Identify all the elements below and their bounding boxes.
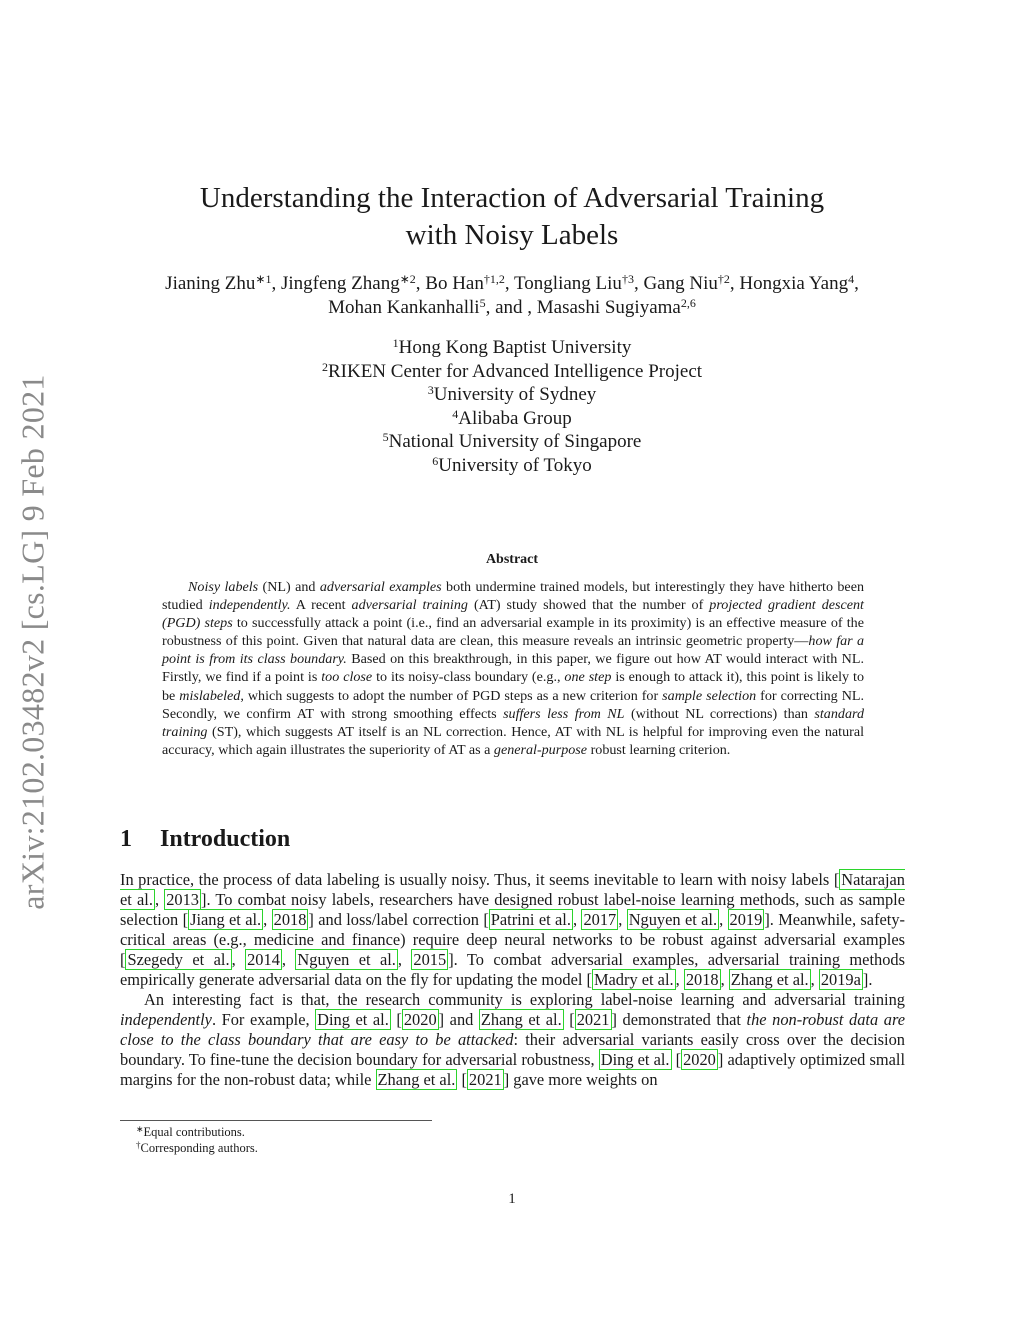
text-run: In practice, the process of data labeling is usually noisy. Thus, it seems inevitable to learn with noisy labels [ (120, 870, 840, 889)
affiliation-name: Alibaba Group (458, 407, 572, 429)
section-heading (120, 826, 290, 853)
emphasis: independently (120, 1010, 212, 1029)
text-run: [ (563, 1010, 575, 1029)
affiliation-number: 2 (321, 359, 328, 374)
section-number: 1 (120, 826, 132, 852)
citation-link[interactable]: 2017 (583, 910, 617, 929)
emphasis: mislabeled (179, 687, 241, 704)
text-run: ]. (862, 970, 873, 989)
citation-link[interactable]: 2014 (247, 950, 280, 969)
title-line-1: Understanding the Interaction of Adversarial Training (199, 182, 825, 214)
affiliation-number: 1 (392, 336, 399, 350)
footnotes (136, 1124, 258, 1156)
text-run: ]. To combat adversarial examples, adversarial training methods empirically generate adversarial data on the fly for updating the model [ (120, 950, 905, 989)
emphasis: projected gradient descent (PGD) steps (162, 597, 864, 632)
footnote (136, 1140, 258, 1156)
footnote-rule (120, 1120, 432, 1121)
affiliation-name: Hong Kong Baptist University (398, 337, 632, 358)
text-run: , (397, 950, 412, 969)
author-name: Jingfeng Zhang (280, 273, 400, 294)
author-name: Bo Han (425, 273, 484, 294)
text-run: , (618, 910, 627, 929)
affiliation-name: RIKEN Center for Advanced Intelligence Project (327, 360, 703, 382)
affiliation-number: 4 (452, 406, 459, 421)
emphasis: adversarial examples (319, 579, 442, 595)
author-affiliation-mark: ∗1 (255, 272, 272, 286)
text-run: , (810, 970, 819, 989)
emphasis: independently. (208, 597, 291, 614)
emphasis: the non-robust data are close to the class boundary that are easy to be attacked (120, 1010, 905, 1049)
citation-link[interactable]: 2018 (685, 970, 719, 989)
text-run: (AT) study showed that the number of (467, 597, 710, 614)
affiliation-item (200, 360, 824, 384)
text-run: , (231, 950, 246, 969)
author-name: Jianing Zhu (165, 273, 256, 294)
emphasis: sample selection (662, 687, 757, 704)
affiliation-item (200, 336, 824, 360)
citation-link[interactable]: 2021 (468, 1070, 502, 1089)
text-run: (ST), which suggests AT itself is an NL correction. Hence, AT with NL is helpful for improving even the natural accuracy, which again illustrates the superiority of AT as a (162, 723, 864, 758)
citation-link[interactable]: 2015 (413, 950, 447, 969)
section-title: Introduction (160, 826, 291, 852)
text-run: ]. To combat noisy labels, researchers have designed robust label-noise learning methods, such as sample selection [ (120, 890, 905, 929)
emphasis: adversarial training (351, 597, 468, 614)
text-run: , (720, 970, 729, 989)
abstract-heading: Abstract (485, 552, 539, 567)
emphasis: Noisy labels (188, 579, 259, 595)
text-run: [ (457, 1070, 467, 1089)
author-name: Hongxia Yang (739, 273, 849, 294)
text-run: ] gave more weights on (503, 1070, 658, 1089)
text-run: ] and (438, 1010, 479, 1029)
affiliation-item (200, 454, 824, 478)
text-run: Based on this breakthrough, in this paper, we figure out how AT would interact with NL. Firstly, we find if a point is (162, 651, 864, 686)
affiliation-number: 5 (382, 430, 389, 444)
citation-link[interactable]: Ding et al. (317, 1010, 389, 1029)
paragraph (120, 870, 905, 990)
footnote-mark: ∗ (136, 1124, 144, 1134)
text-run: to its noisy-class boundary (e.g., (372, 669, 565, 686)
footnote-text: Corresponding authors. (140, 1141, 258, 1155)
text-run: , (281, 950, 296, 969)
text-run: ] demonstrated that (611, 1010, 747, 1029)
text-run: (NL) and (258, 579, 320, 595)
author-name: Gang Niu (643, 273, 718, 294)
citation-link[interactable]: 2020 (683, 1050, 716, 1069)
emphasis: too close (321, 669, 373, 686)
citation-link[interactable]: 2020 (403, 1010, 437, 1029)
paper-title (150, 180, 874, 254)
footnote-text: Equal contributions. (143, 1125, 245, 1139)
affiliation-number: 3 (427, 383, 434, 397)
text-run: , (719, 910, 728, 929)
text-run: robust learning criterion. (587, 741, 731, 758)
author-conjunction: and (495, 297, 523, 318)
text-run: is enough to attack it), this point is likely to be (162, 669, 864, 704)
text-run: for correcting NL. Secondly, we confirm AT with strong smoothing effects (162, 687, 865, 722)
text-run: both undermine trained models, but interestingly they have hitherto been studied (162, 579, 864, 614)
emphasis: standard training (162, 705, 865, 740)
text-run: An interesting fact is that, the research community is exploring label-noise learning and adversarial training (144, 990, 905, 1009)
text-run: ]. Meanwhile, safety-critical areas (e.g., medicine and finance) require deep neural networks to be robust against adversarial examples [ (120, 910, 906, 969)
citation-link[interactable]: Natarajan et al. (120, 870, 905, 909)
text-run: , (572, 910, 582, 929)
author-name: Masashi Sugiyama (536, 297, 681, 318)
paragraph (120, 990, 905, 1090)
citation-link[interactable]: 2018 (273, 910, 307, 929)
author-affiliation-mark: †2 (717, 272, 730, 286)
text-run: : their adversarial variants easily cross over the decision boundary. To fine-tune the decision boundary for adversarial robustness, (120, 1030, 905, 1069)
affiliation-item (200, 383, 824, 407)
emphasis: one step (564, 669, 612, 686)
author-list: Jianing Zhu$^{∗1}$, Jingfeng Zhang$^{∗2}$, Bo Han$^{\dagger 1,2}$, Tongliang Liu$^{\dagger 3}$, Gang Niu$^{\dagger 2}$, Hongxia Yang$^4$, Mohan Kankanhalli$^5$, and , Masashi Sugiyama$^{2,6}$ (165, 272, 859, 318)
arxiv-sidebar (9, 352, 57, 932)
author-affiliation-mark: ∗2 (399, 272, 416, 286)
affiliation-list (200, 336, 824, 477)
citation-link[interactable]: Nguyen et al. (628, 910, 718, 929)
author-affiliation-mark: †1,2 (483, 272, 505, 286)
citation-link[interactable]: Madry et al. (593, 970, 674, 989)
affiliation-name: University of Tokyo (438, 454, 592, 476)
citation-link[interactable]: Ding et al. (600, 1050, 670, 1069)
text-run: to successfully attack a point (i.e., find an adversarial example in its proximity) is an effective measure of the robustness of this point. Given that natural data are clean, this measure reveals an intrinsic geometric property— (162, 615, 864, 650)
emphasis: suffers less from NL (503, 705, 625, 722)
arxiv-id-label: arXiv:2102.03482v2 [cs.LG] 9 Feb 2021 (14, 374, 51, 910)
footnote-mark: † (136, 1140, 141, 1150)
text-run: ] adaptively optimized small margins for the non-robust data; while (120, 1050, 905, 1089)
affiliation-item (200, 430, 824, 454)
author-affiliation-mark: †3 (621, 272, 634, 286)
text-run: , (154, 890, 165, 909)
text-run: . For example, (211, 1010, 316, 1029)
introduction-body (120, 870, 905, 1090)
author-affiliation-mark: 4 (848, 272, 855, 286)
text-run: [ (390, 1010, 402, 1029)
text-run: , which suggests to adopt the number of PGD steps as a new criterion for (240, 687, 663, 704)
citation-link[interactable]: 2013 (166, 890, 199, 909)
citation-link[interactable]: Jiang et al. (190, 910, 262, 929)
emphasis: general-purpose (493, 741, 588, 758)
title-line-2: with Noisy Labels (405, 219, 619, 251)
affiliation-name: University of Sydney (433, 384, 597, 405)
citation-link[interactable]: Patrini et al. (490, 910, 571, 929)
affiliation-item (200, 407, 824, 431)
text-run: ] and loss/label correction [ (308, 910, 489, 929)
text-run: , (675, 970, 684, 989)
emphasis: how far a point is from its class boundary. (162, 633, 864, 668)
author-name: Tongliang Liu (514, 273, 622, 294)
citation-link[interactable]: 2019 (729, 910, 763, 929)
affiliation-name: National University of Singapore (388, 431, 642, 452)
author-name: Mohan Kankanhalli (328, 297, 480, 318)
text-run: [ (671, 1050, 682, 1069)
citation-link[interactable]: Zhang et al. (730, 970, 809, 989)
footnote (136, 1124, 258, 1140)
citation-link[interactable]: Zhang et al. (377, 1070, 456, 1089)
citation-link[interactable]: Szegedy et al. (127, 950, 230, 969)
abstract-text (162, 578, 864, 759)
text-run: , (263, 910, 272, 929)
text-run: (without NL corrections) than (624, 705, 815, 722)
affiliation-number: 6 (432, 453, 439, 468)
citation-link[interactable]: Zhang et al. (480, 1010, 562, 1029)
author-affiliation-mark: 2,6 (680, 296, 696, 310)
text-run: A recent (290, 597, 352, 614)
citation-link[interactable]: 2019a (820, 970, 861, 989)
citation-link[interactable]: 2021 (576, 1010, 610, 1029)
citation-link[interactable]: Nguyen et al. (297, 950, 396, 969)
author-affiliation-mark: 5 (479, 296, 486, 310)
page-number: 1 (508, 1191, 516, 1207)
